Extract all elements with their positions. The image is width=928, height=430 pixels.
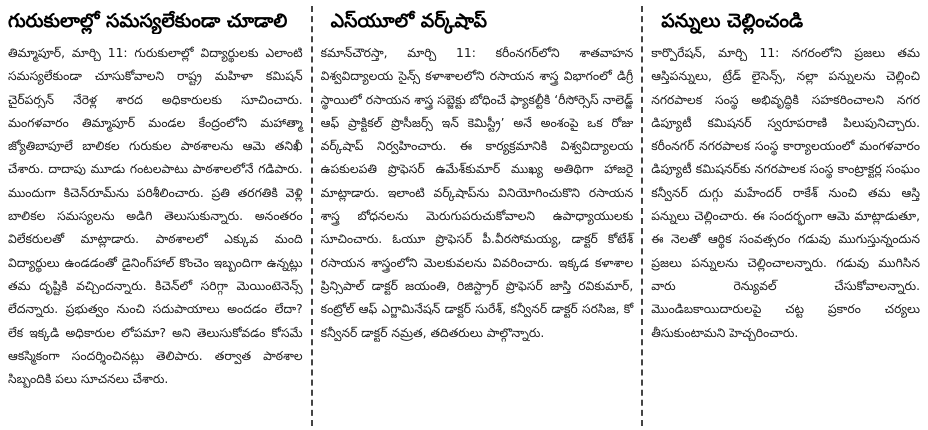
article-column-1 <box>0 0 311 430</box>
article-column-2 <box>313 0 642 430</box>
article-headline: గురుకులాల్లో సమస్యలేకుండా చూడాలి <box>8 10 288 32</box>
article-paragraph: కమాన్‌చౌరస్తా, మార్చి 11: కరీంనగర్‌లోని శాతవాహన విశ్వవిద్యాలయ సైన్స్‌ కళాశాలలోని రసాయన శాస్త్ర విభాగంలో డిగ్రీ స్థాయిలో రసాయన శాస్త్ర సబ్జెక్టు బోధించే ఫ్యాకల్టీకి ‘రీసోర్సెస్‌ నాలెడ్జ్‌ ఆఫ్‌ ప్రాక్టికల్‌ ప్రొసీజర్స్‌ ఇన్‌ కెమిస్ట్రీ’ అనే అంశంపై ఒక రోజు వర్క్‌షాప్‌ నిర్వహించారు. ఈ కార్యక్రమానికి విశ్వవిద్యాలయ ఉపకులపతి ప్రొఫెసర్‌ ఉమేశ్‌కుమార్‌ ముఖ్య అతిథిగా హాజరై మాట్లాడారు. ఇలాంటి వర్క్‌షాప్‌ను వినియోగించుకొని రసాయన శాస్త్ర బోధనలను మెరుగుపరుచుకోవాలని ఉపాధ్యాయులకు సూచించారు. ఓయూ ప్రొఫెసర్‌ పీ.వీరసోమయ్య, డాక్టర్‌ కోటేశ్‌ రసాయన శాస్త్రంలోని మెలకువలను వివరించారు. ఇక్కడ కళాశాల ప్రిన్సిపాల్‌ డాక్టర్‌ జయంతి, రిజిస్ట్రార్‌ ప్రొఫెసర్‌ జాస్తి రవికుమార్‌, కంట్రోల్‌ ఆఫ్‌ ఎగ్జామినేషన్‌ డాక్టర్‌ సురేశ్‌, కన్వీనర్‌ డాక్టర్‌ సరసిజ, కో కన్వీనర్‌ డాక్టర్‌ నమ్రత, తదితరులు పాల్గొన్నారు. <box>320 46 634 340</box>
article-body <box>651 42 920 345</box>
article-column-3 <box>643 0 928 430</box>
article-body <box>8 42 303 391</box>
article-headline: ఎస్‌యూలో వర్క్‌షాప్‌ <box>330 10 488 32</box>
article-headline: పన్నులు చెల్లించండి <box>661 10 804 32</box>
article-paragraph: కార్పొరేషన్‌, మార్చి 11: నగరంలోని ప్రజలు తమ ఆస్తిపన్నులు, ట్రేడ్‌ లైసెన్స్‌, నల్లా పన్నులను చెల్లించి నగరపాలక సంస్థ అభివృద్ధికి సహకరించాలని నగర డిప్యూటీ కమిషనర్‌ స్వరూపరాణి పిలుపునిచ్చారు. కరీంనగర్‌ నగరపాలక సంస్థ కార్యాలయంలో మంగళవారం డిప్యూటీ కమిషనర్‌కు నగరపాలక సంస్థ కాంట్రాక్టర్ల సంఘం కన్వీనర్‌ దుగ్గు మహేందర్‌ రాకేశ్‌ నుంచి తమ ఆస్తి పన్నులు చెల్లించారు. ఈ సందర్భంగా ఆమె మాట్లాడుతూ, ఈ నెలతో ఆర్థిక సంవత్సరం గడువు ముగుస్తున్నందున ప్రజలు పన్నులను చెల్లించాలన్నారు. గడువు ముగిసిన వారు రెన్యువల్‌ చేసుకోవాలన్నారు. మొండిబకాయిదారులపై చట్ట ప్రకారం చర్యలు తీసుకుంటామని హెచ్చరించారు. <box>651 46 920 340</box>
article-body <box>321 42 634 345</box>
article-paragraph: తిమ్మాపూర్‌, మార్చి 11: గురుకులాల్లో విద్యార్థులకు ఎలాంటి సమస్యలేకుండా చూసుకోవాలని రాష్ట్ర మహిళా కమిషన్‌ చైర్‌పర్సన్‌ నేరెళ్ల శారద అధికారులకు సూచించారు. మంగళవారం తిమ్మాపూర్‌ మండల కేంద్రంలోని మహాత్మా జ్యోతిబాపూలే బాలికల గురుకుల పాఠశాలను ఆమె తనిఖీ చేశారు. దాదాపు మూడు గంటలపాటు పాఠశాలలోనే గడిపారు. ముందుగా కిచెన్‌రూమ్‌ను పరిశీలించారు. ప్రతి తరగతికి వెళ్లి బాలికల సమస్యలను అడిగి తెలుసుకున్నారు. అనంతరం విలేకరులతో మాట్లాడారు. పాఠశాలలో ఎక్కువ మంది విద్యార్థులు ఉండడంతో డైనింగ్‌హాల్‌ కొంచెం ఇబ్బందిగా ఉన్నట్లు తమ దృష్టికి వచ్చిందన్నారు. కిచెన్‌లో సరిగ్గా మెయింటెనెన్స్‌ లేదన్నారు. ప్రభుత్వం నుంచి సదుపాయాలు అందడం లేదా? లేక ఇక్కడి అధికారుల లోపమా? అని తెలుసుకోవడం కోసమే ఆకస్మికంగా సందర్శించినట్లు తెలిపారు. తర్వాత పాఠశాల సిబ్బందికి పలు సూచనలు చేశారు. <box>8 46 303 387</box>
